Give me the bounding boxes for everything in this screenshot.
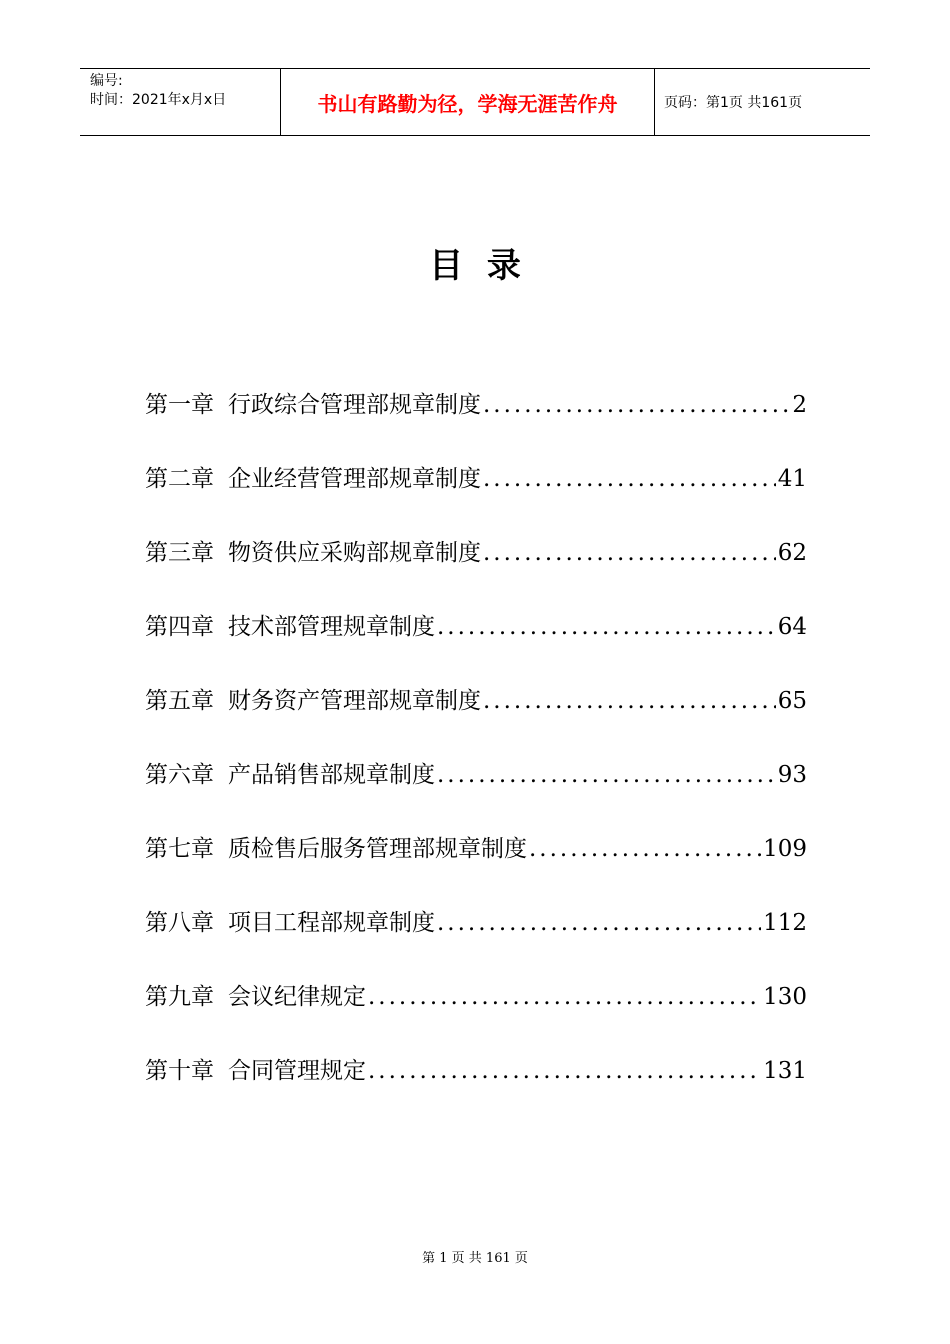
toc-entry[interactable]: [145, 978, 807, 1052]
toc-entry[interactable]: [145, 830, 807, 904]
toc-entry[interactable]: [145, 608, 807, 682]
toc-page-number: 112: [763, 910, 807, 936]
toc-dot-leader: [483, 540, 776, 566]
toc-chapter-title: 物资供应采购部规章制度: [228, 540, 481, 566]
header-motto: 书山有路勤为径，学海无涯苦作舟: [317, 91, 618, 116]
toc-page-number: 130: [763, 984, 807, 1010]
toc-chapter-number: 第九章: [145, 984, 214, 1010]
toc-title: 目 录: [429, 246, 521, 286]
header-divider-right: [654, 69, 655, 135]
toc-dot-leader: [483, 466, 776, 492]
toc-entry[interactable]: [145, 1052, 807, 1126]
header-page-info: 页码：第1页 共161页: [664, 95, 803, 111]
toc-chapter-title: 会议纪律规定: [228, 984, 366, 1010]
toc-chapter-title: 技术部管理规章制度: [228, 614, 435, 640]
toc-entry[interactable]: [145, 756, 807, 830]
document-date-label: 时间：2021年x月x日: [90, 92, 227, 108]
toc-chapter-number: 第十章: [145, 1058, 214, 1084]
page-footer: 第 1 页 共 161 页: [422, 1251, 528, 1266]
toc-dot-leader: [529, 836, 761, 862]
toc-chapter-title: 合同管理规定: [228, 1058, 366, 1084]
toc-chapter-number: 第七章: [145, 836, 214, 862]
toc-chapter-number: 第四章: [145, 614, 214, 640]
toc-page-number: 109: [763, 836, 807, 862]
toc-chapter-number: 第八章: [145, 910, 214, 936]
toc-chapter-number: 第五章: [145, 688, 214, 714]
toc-page-number: 2: [792, 392, 807, 418]
toc-entry[interactable]: [145, 904, 807, 978]
toc-dot-leader: [437, 910, 761, 936]
toc-entry[interactable]: [145, 534, 807, 608]
toc-dot-leader: [483, 392, 790, 418]
toc-page-number: 65: [777, 688, 807, 714]
toc-chapter-title: 财务资产管理部规章制度: [228, 688, 481, 714]
toc-page-number: 64: [777, 614, 807, 640]
toc-chapter-title: 质检售后服务管理部规章制度: [228, 836, 527, 862]
toc-page-number: 41: [777, 466, 807, 492]
toc-page-number: 62: [777, 540, 807, 566]
toc-chapter-number: 第六章: [145, 762, 214, 788]
toc-entry[interactable]: [145, 460, 807, 534]
page-header: [80, 68, 870, 136]
table-of-contents: [145, 386, 807, 1126]
toc-dot-leader: [368, 1058, 761, 1084]
toc-chapter-number: 第一章: [145, 392, 214, 418]
toc-chapter-title: 企业经营管理部规章制度: [228, 466, 481, 492]
toc-entry[interactable]: [145, 386, 807, 460]
toc-chapter-title: 项目工程部规章制度: [228, 910, 435, 936]
toc-chapter-number: 第二章: [145, 466, 214, 492]
toc-chapter-title: 行政综合管理部规章制度: [228, 392, 481, 418]
toc-dot-leader: [437, 614, 776, 640]
toc-dot-leader: [368, 984, 761, 1010]
toc-chapter-number: 第三章: [145, 540, 214, 566]
toc-page-number: 131: [763, 1058, 807, 1084]
toc-entry[interactable]: [145, 682, 807, 756]
toc-page-number: 93: [777, 762, 807, 788]
header-meta: [80, 69, 280, 135]
toc-dot-leader: [437, 762, 776, 788]
toc-chapter-title: 产品销售部规章制度: [228, 762, 435, 788]
document-number-label: 编号:: [90, 73, 123, 89]
toc-dot-leader: [483, 688, 776, 714]
